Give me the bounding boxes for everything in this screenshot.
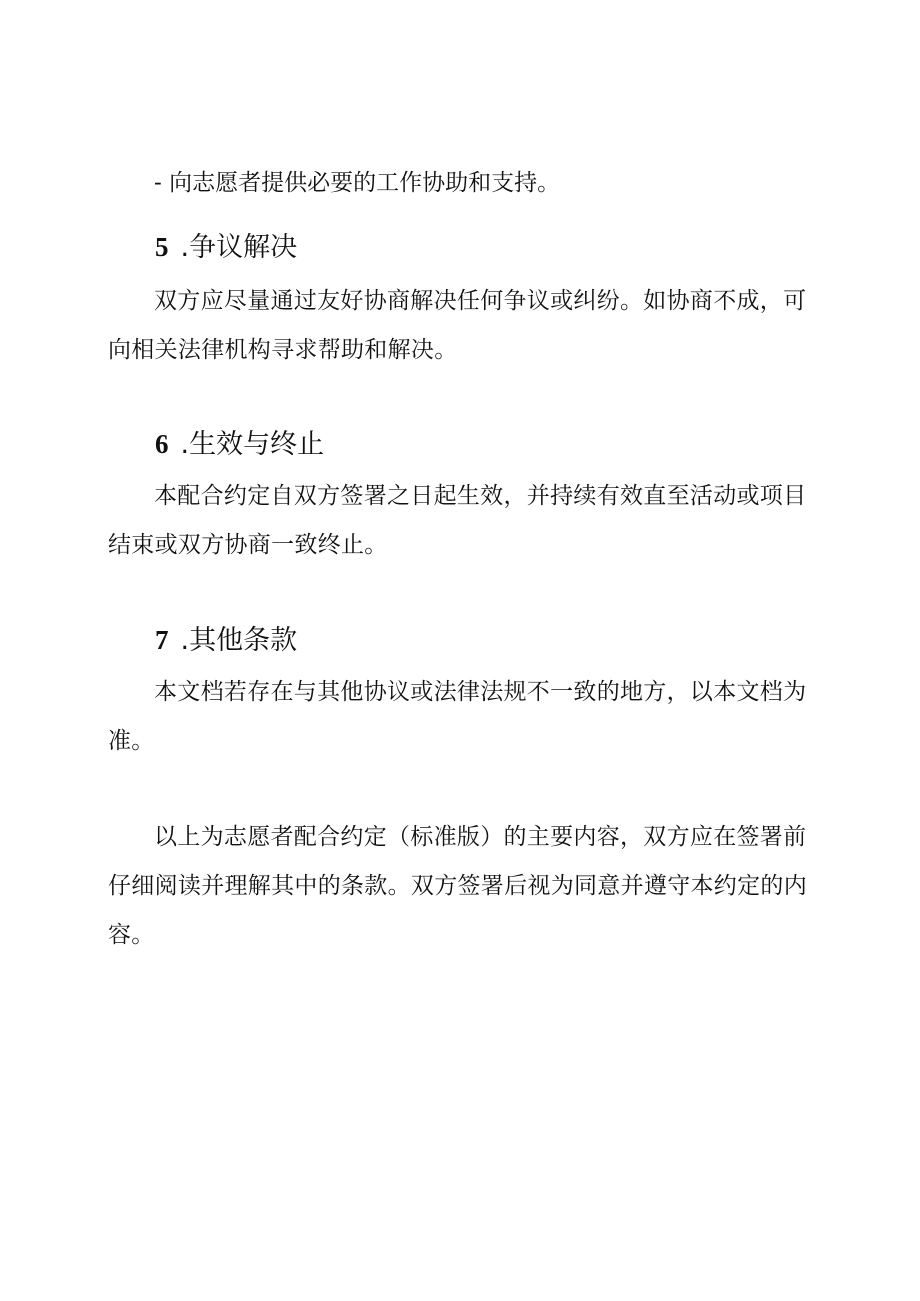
- section-body-5: 双方应尽量通过友好协商解决任何争议或纠纷。如协商不成，可向相关法律机构寻求帮助和解决。: [108, 288, 807, 363]
- section-heading-7: [155, 620, 297, 661]
- bullet-item: - 向志愿者提供必要的工作协助和支持。: [154, 170, 561, 196]
- section-heading-5: [155, 227, 297, 268]
- section-title: .其他条款: [180, 625, 298, 656]
- section-body-6: 本配合约定自双方签署之日起生效，并持续有效直至活动或项目结束或双方协商一致终止。: [108, 483, 807, 558]
- section-number: 5: [155, 232, 169, 262]
- section-title: .生效与终止: [180, 429, 325, 460]
- section-number: 6: [155, 429, 169, 459]
- closing-paragraph: 以上为志愿者配合约定（标准版）的主要内容，双方应在签署前仔细阅读并理解其中的条款。双方签署后视为同意并遵守本约定的内容。: [108, 824, 807, 948]
- section-body-7: 本文档若存在与其他协议或法律法规不一致的地方，以本文档为准。: [108, 679, 807, 754]
- section-title: .争议解决: [180, 232, 298, 263]
- section-number: 7: [155, 625, 169, 655]
- section-heading-6: [155, 424, 324, 465]
